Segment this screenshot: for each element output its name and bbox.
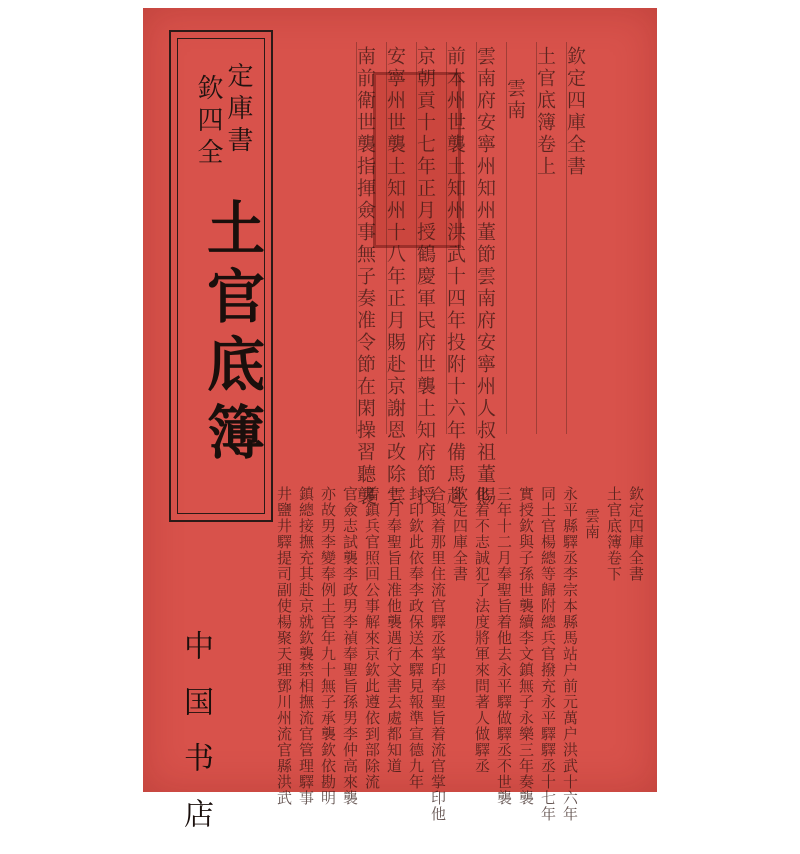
text-column: 欽定四庫全書 xyxy=(451,486,469,582)
series-name-line-2: 欽四全 xyxy=(193,74,223,170)
text-column: 封印欽此依奉李政保送本驛見報準宣德九年 xyxy=(407,486,425,790)
text-column: 欽定四庫全書 xyxy=(564,46,586,178)
upper-page-facsimile xyxy=(343,38,589,508)
text-column: 井鹽井驛提司副使楊聚天理鄧川州流官縣洪武 xyxy=(275,486,293,806)
book-title: 土官底簿 xyxy=(197,198,265,470)
text-column: 前本州世襲土知州洪武十四年投附十六年備馬赴 xyxy=(444,46,466,508)
lower-page-facsimile xyxy=(275,478,647,822)
book-cover xyxy=(143,8,657,854)
text-column: 合與着那里住流官驛丞掌印奉聖旨着流官掌印他 xyxy=(429,486,447,822)
text-column: 化着不志誠犯了法度將軍來問著人做驛丞 xyxy=(473,486,491,774)
text-column: 永平縣驛丞李宗本縣馬站户前元萬户洪武十六年 xyxy=(561,486,579,822)
text-column: 三年十二月奉聖旨着他去永平驛做驛丞不世襲 xyxy=(495,486,513,806)
text-column: 南前衛世襲指揮僉事無子奏准令節在閑操習聽襲 xyxy=(354,46,376,508)
text-column: 七月奉聖旨且准他襲遇行文書去處都知道 xyxy=(385,486,403,774)
series-name-line-1: 定庫書 xyxy=(223,62,253,158)
text-column: 雲南府安寧州知州董節雲南府安寧州人叔祖董賜 xyxy=(474,46,496,508)
text-column: 土官底簿卷上 xyxy=(534,46,556,178)
text-column: 安寧州世襲土知州十八年正月賜赴京謝恩改除雲 xyxy=(384,46,406,508)
text-column: 欽定四庫全書 xyxy=(627,486,645,582)
text-column: 着鎮兵官照回公事解來京欽此遵依到部除流 xyxy=(363,486,381,790)
text-column: 土官底簿卷下 xyxy=(605,486,623,582)
text-column: 亦故男李變奉例土官年九十無子承襲欽依勘明 xyxy=(319,486,337,806)
text-column: 雲南 xyxy=(583,508,601,540)
title-panel xyxy=(169,30,273,522)
text-column: 雲南 xyxy=(504,78,526,122)
text-column: 官僉志試襲李政男李禎奉聖旨孫男李仲高來襲 xyxy=(341,486,359,806)
publisher-name: 中国书店 xyxy=(178,630,213,854)
text-column: 同土官楊總等歸附總兵官撥充永平驛驛丞十七年 xyxy=(539,486,557,822)
text-column: 鎮總接撫充其赴京就欽襲禁相撫流官管理驛事 xyxy=(297,486,315,806)
text-column: 京朝貢十七年正月授鶴慶軍民府世襲土知府節授 xyxy=(414,46,436,508)
text-column: 實授欽與子孫世襲續李文鎮無子永樂三年奏襲 xyxy=(517,486,535,806)
